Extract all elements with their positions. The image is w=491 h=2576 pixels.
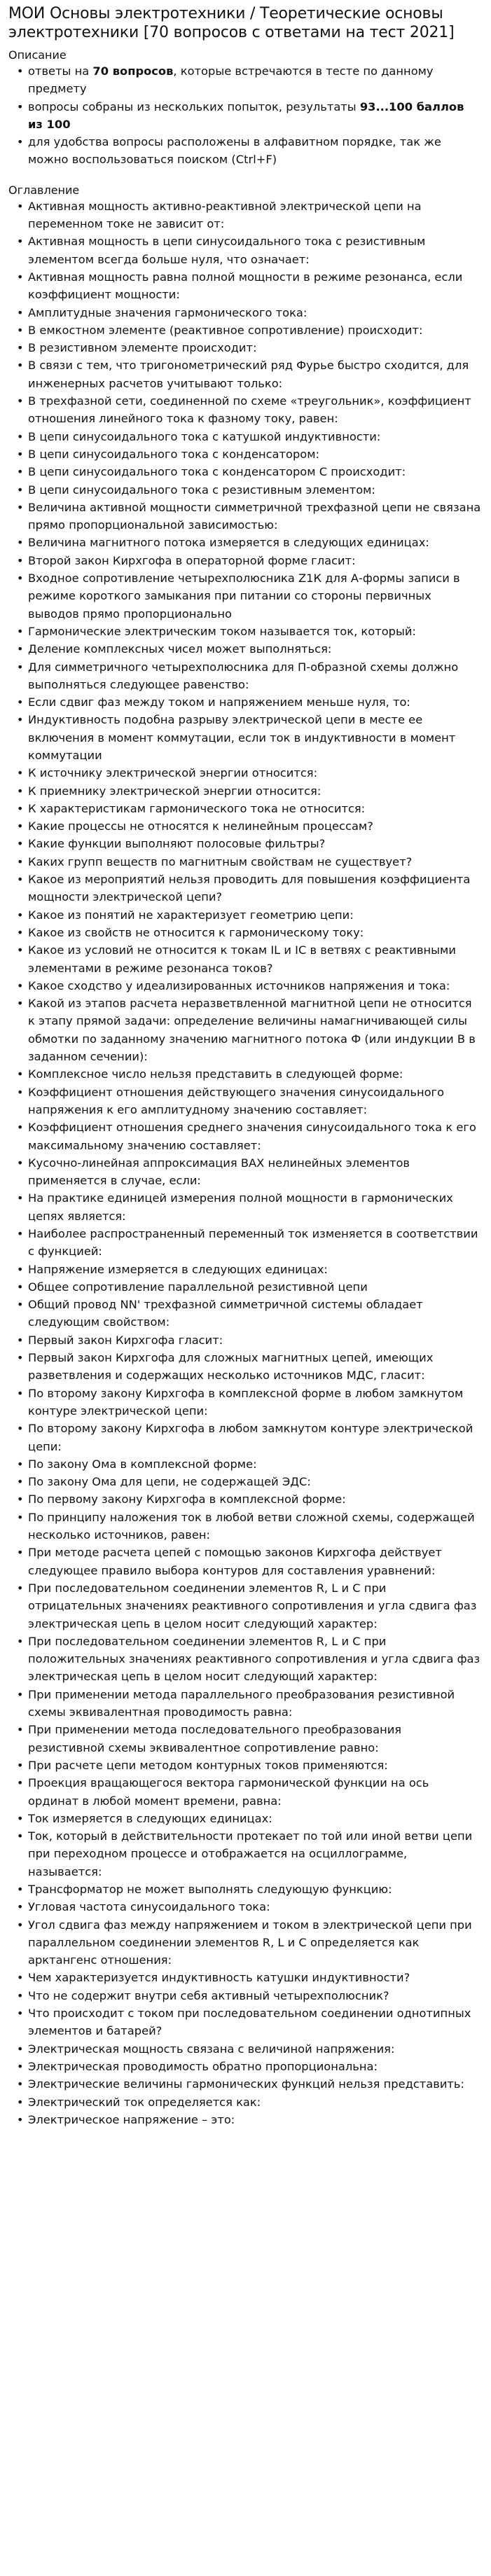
description-heading: Описание	[8, 48, 67, 62]
toc-item[interactable]: • Амплитудные значения гармонического тока:	[8, 304, 481, 321]
toc-item[interactable]: • Ток, который в действительности протекает по той или иной ветви цепи при переходном процессе и отображается на осциллограмме, называется:	[8, 1827, 481, 1881]
description-highlight: 70 вопросов	[92, 64, 174, 78]
toc-item[interactable]: • К источнику электрической энергии относится:	[8, 764, 481, 782]
toc-item[interactable]: • Коэффициент отношения среднего значения синусоидального тока к его максимальному значению составляет:	[8, 1119, 481, 1154]
toc-item[interactable]: • На практике единицей измерения полной мощности в гармонических цепях является:	[8, 1189, 481, 1225]
toc-item[interactable]: • В связи с тем, что тригонометрический ряд Фурье быстро сходится, для инженерных расчетов учитывают только:	[8, 356, 481, 392]
toc-item[interactable]: • Ток измеряется в следующих единицах:	[8, 1810, 481, 1827]
toc-item[interactable]: • По второму закону Кирхгофа в любом замкнутом контуре электрической цепи:	[8, 1420, 481, 1455]
description-text: для удобства вопросы расположены в алфавитном порядке, так же можно воспользоваться поиском (Ctrl+F)	[28, 135, 441, 167]
toc-item[interactable]: • В цепи синусоидального тока с резистивным элементом:	[8, 481, 481, 499]
toc-item[interactable]: • К приемнику электрической энергии относится:	[8, 782, 481, 800]
toc-item[interactable]: • Что происходит с током при последовательном соединении однотипных элементов и батарей?	[8, 2004, 481, 2040]
toc-item[interactable]: • Деление комплексных чисел может выполняться:	[8, 640, 481, 658]
toc-item[interactable]: • Электрическая мощность связана с величиной напряжения:	[8, 2040, 481, 2058]
description-text: ответы на	[28, 64, 93, 78]
toc-item[interactable]: • В цепи синусоидального тока с конденсатором С происходит:	[8, 463, 481, 480]
toc-item[interactable]: • Напряжение измеряется в следующих единицах:	[8, 1261, 481, 1278]
toc-item[interactable]: • Проекция вращающегося вектора гармонической функции на ось ординат в любой момент времени, равна:	[8, 1774, 481, 1810]
spacer	[8, 169, 481, 183]
description-text: вопросы собраны из нескольких попыток, результаты	[28, 99, 360, 113]
toc-item[interactable]: • По закону Ома для цепи, не содержащей ЭДС:	[8, 1473, 481, 1490]
toc-item[interactable]: • Каких групп веществ по магнитным свойствам не существует?	[8, 853, 481, 871]
toc-heading: Оглавление	[8, 183, 80, 197]
toc-item[interactable]: • Активная мощность активно-реактивной электрической цепи на переменном токе не зависит от:	[8, 198, 481, 233]
toc-item[interactable]: • Гармонические электрическим током называется ток, который:	[8, 623, 481, 640]
toc-item[interactable]: • При последовательном соединении элементов R, L и С при положительных значениях реактивного сопротивления и угла сдвига фаз электрическая цепь в целом носит следующий характер:	[8, 1633, 481, 1686]
toc-item[interactable]: • При применении метода параллельного преобразования резистивной схемы эквивалентная проводимость равна:	[8, 1686, 481, 1722]
toc-item[interactable]: • Активная мощность равна полной мощности в режиме резонанса, если коэффициент мощности:	[8, 268, 481, 304]
toc-item[interactable]: • Второй закон Кирхгофа в операторной форме гласит:	[8, 552, 481, 569]
page-title: МОИ Основы электротехники / Теоретические основы электротехники [70 вопросов с ответами на тест 2021]	[8, 5, 455, 41]
toc-item[interactable]: • К характеристикам гармонического тока не относится:	[8, 800, 481, 817]
toc-item[interactable]: • Электрическая проводимость обратно пропорциональна:	[8, 2058, 481, 2075]
toc-item[interactable]: • Какое сходство у идеализированных источников напряжения и тока:	[8, 977, 481, 995]
toc-item[interactable]: • Угол сдвига фаз между напряжением и током в электрической цепи при параллельном соединении элементов R, L и С определяется как арктангенс отношения:	[8, 1916, 481, 1969]
toc-item[interactable]: • Общий провод NN' трехфазной симметричной системы обладает следующим свойством:	[8, 1296, 481, 1331]
toc-item[interactable]: • В емкостном элементе (реактивное сопротивление) происходит:	[8, 321, 481, 339]
toc-item[interactable]: • Кусочно-линейная аппроксимация ВАХ нелинейных элементов применяется в случае, если:	[8, 1154, 481, 1190]
toc-item[interactable]: • Коэффициент отношения действующего значения синусоидального напряжения к его амплитудному значению составляет:	[8, 1083, 481, 1119]
toc-item[interactable]: • Первый закон Кирхгофа гласит:	[8, 1331, 481, 1349]
toc-item[interactable]: • Для симметричного четырехполюсника для П-образной схемы должно выполняться следующее равенство:	[8, 658, 481, 694]
description-text: , которые встречаются в тесте по данному предмету	[28, 64, 434, 96]
toc-item[interactable]: • Входное сопротивление четырехполюсника Z1К для А-формы записи в режиме короткого замыкания при питании со стороны первичных выводов прямо пропорционально	[8, 569, 481, 623]
toc-item[interactable]: • Какие процессы не относятся к нелинейным процессам?	[8, 817, 481, 835]
toc-item[interactable]: • При расчете цепи методом контурных токов применяются:	[8, 1757, 481, 1774]
toc-list	[8, 198, 481, 2128]
toc-item[interactable]: • Какой из этапов расчета неразветвленной магнитной цепи не относится к этапу прямой задачи: определение величины намагничивающей силы обмотки по заданному значению магнитного потока Ф (или индукции В в заданном сечении):	[8, 995, 481, 1065]
toc-item[interactable]: • В резистивном элементе происходит:	[8, 339, 481, 356]
toc-item[interactable]: • Какие функции выполняют полосовые фильтры?	[8, 835, 481, 852]
toc-item[interactable]: • Наиболее распространенный переменный ток изменяется в соответствии с функцией:	[8, 1225, 481, 1261]
toc-item[interactable]: • Электрическое напряжение – это:	[8, 2111, 481, 2128]
toc-item[interactable]: • По закону Ома в комплексной форме:	[8, 1455, 481, 1473]
description-item	[8, 98, 481, 134]
toc-item[interactable]: • При применении метода последовательного преобразования резистивной схемы эквивалентное сопротивление равно:	[8, 1721, 481, 1757]
toc-item[interactable]: • Какое из понятий не характеризует геометрию цепи:	[8, 906, 481, 924]
toc-item[interactable]: • Комплексное число нельзя представить в следующей форме:	[8, 1065, 481, 1083]
description-list	[8, 62, 481, 169]
toc-item[interactable]: • Первый закон Кирхгофа для сложных магнитных цепей, имеющих разветвления и содержащих несколько источников МДС, гласит:	[8, 1349, 481, 1385]
toc-item[interactable]: • Какое из условий не относится к токам IL и IC в ветвях с реактивными элементами в режиме резонанса токов?	[8, 941, 481, 977]
toc-item[interactable]: • Трансформатор не может выполнять следующую функцию:	[8, 1881, 481, 1898]
toc-item[interactable]: • В цепи синусоидального тока с конденсатором:	[8, 445, 481, 463]
toc-item[interactable]: • Активная мощность в цепи синусоидального тока с резистивным элементом всегда больше нуля, что означает:	[8, 233, 481, 268]
toc-item[interactable]: • Общее сопротивление параллельной резистивной цепи	[8, 1278, 481, 1296]
toc-item[interactable]: • Какое из мероприятий нельзя проводить для повышения коэффициента мощности электрической цепи?	[8, 871, 481, 906]
toc-item[interactable]: • Какое из свойств не относится к гармоническому току:	[8, 924, 481, 941]
description-item	[8, 133, 481, 169]
toc-item[interactable]: • В трехфазной сети, соединенной по схеме «треугольник», коэффициент отношения линейного тока к фазному току, равен:	[8, 392, 481, 428]
description-highlight: 93...100 баллов из 100	[28, 99, 464, 131]
toc-item[interactable]: • Электрический ток определяется как:	[8, 2093, 481, 2111]
description-item	[8, 62, 481, 98]
toc-item[interactable]: • При последовательном соединении элементов R, L и С при отрицательных значениях реактивного сопротивления и угла сдвига фаз электрическая цепь в целом носит следующий характер:	[8, 1579, 481, 1633]
toc-item[interactable]: • При методе расчета цепей с помощью законов Кирхгофа действует следующее правило выбора контуров для составления уравнений:	[8, 1544, 481, 1579]
toc-item[interactable]: • По второму закону Кирхгофа в комплексной форме в любом замкнутом контуре электрической цепи:	[8, 1385, 481, 1420]
toc-item[interactable]: • В цепи синусоидального тока с катушкой индуктивности:	[8, 428, 481, 445]
toc-item[interactable]: • Если сдвиг фаз между током и напряжением меньше нуля, то:	[8, 693, 481, 711]
toc-item[interactable]: • Электрические величины гармонических функций нельзя представить:	[8, 2075, 481, 2093]
toc-item[interactable]: • Угловая частота синусоидального тока:	[8, 1898, 481, 1916]
toc-item[interactable]: • Чем характеризуется индуктивность катушки индуктивности?	[8, 1969, 481, 1986]
toc-item[interactable]: • По принципу наложения ток в любой ветви сложной схемы, содержащей несколько источников, равен:	[8, 1509, 481, 1544]
toc-item[interactable]: • Величина активной мощности симметричной трехфазной цепи не связана прямо пропорциональной зависимостью:	[8, 499, 481, 534]
toc-item[interactable]: • Индуктивность подобна разрыву электрической цепи в месте ее включения в момент коммутации, если ток в индуктивности в момент коммутации	[8, 711, 481, 764]
toc-item[interactable]: • Величина магнитного потока измеряется в следующих единицах:	[8, 534, 481, 551]
toc-item[interactable]: • Что не содержит внутри себя активный четырехполюсник?	[8, 1987, 481, 2004]
toc-item[interactable]: • По первому закону Кирхгофа в комплексной форме:	[8, 1490, 481, 1508]
